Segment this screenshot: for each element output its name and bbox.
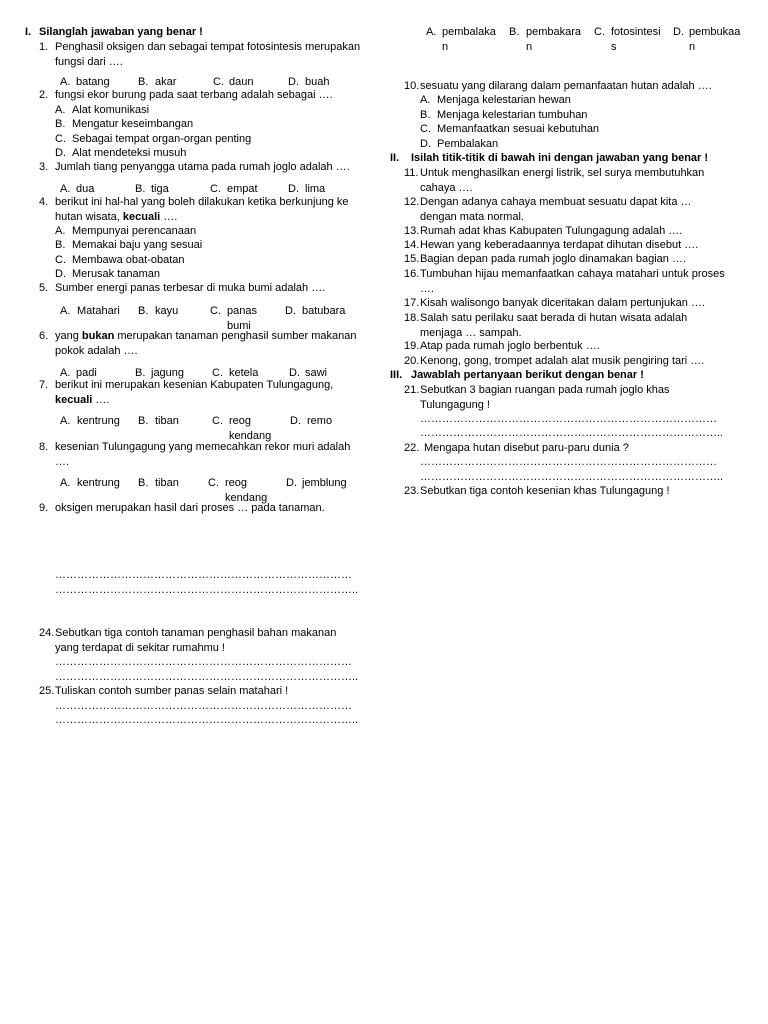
q25-answer-line-2[interactable]: ………………………………………………………………………..	[55, 714, 359, 726]
q20-text: Kenong, gong, trompet adalah alat musik pengiring tari ….	[420, 355, 705, 367]
q16-number: 16.	[404, 268, 420, 280]
q25-number: 25.	[39, 685, 55, 697]
q7-opt-b[interactable]: tiban	[155, 415, 179, 427]
q17-text: Kisah walisongo banyak diceritakan dalam pertunjukan ….	[420, 297, 705, 309]
q6-number: 6.	[39, 330, 49, 342]
q6-opt-b[interactable]: jagung	[151, 367, 185, 379]
q25-text: Tuliskan contoh sumber panas selain matahari !	[55, 685, 289, 697]
q7-opt-c-letter: C.	[212, 415, 223, 427]
section1-title: Silanglah jawaban yang benar !	[39, 26, 203, 38]
q8-opt-d[interactable]: jemblung	[302, 477, 347, 489]
section2-roman: II.	[390, 152, 400, 164]
q8-text: kesenian Tulungagung yang memecahkan rekor muri adalah ….	[55, 441, 351, 468]
q5-opt-a-letter: A.	[60, 305, 71, 317]
q8-opt-b[interactable]: tiban	[155, 477, 179, 489]
q21-answer-line-1[interactable]: ………………………………………………………………………	[420, 413, 717, 425]
q9-opt-a[interactable]: pembalakan	[442, 26, 496, 53]
q4-opt-c[interactable]: Membawa obat-obatan	[72, 254, 185, 266]
q22-text: Mengapa hutan disebut paru-paru dunia ?	[424, 442, 629, 454]
q3-text: Jumlah tiang penyangga utama pada rumah joglo adalah ….	[55, 161, 350, 173]
q6-opt-d[interactable]: sawi	[305, 367, 328, 379]
q8-opt-c-letter: C.	[208, 477, 219, 489]
q12-text: Dengan adanya cahaya membuat sesuatu dapat kita … dengan mata normal.	[420, 196, 692, 223]
q3-opt-d[interactable]: lima	[305, 183, 326, 195]
q12-number: 12.	[404, 196, 420, 208]
q10-opt-a-letter: A.	[420, 94, 431, 106]
q10-opt-b[interactable]: Menjaga kelestarian tumbuhan	[437, 109, 588, 121]
q18-number: 18.	[404, 312, 420, 324]
q7-opt-d-letter: D.	[290, 415, 301, 427]
q7-kecuali: kecuali	[55, 393, 93, 406]
q3-number: 3.	[39, 161, 49, 173]
q24-number: 24.	[39, 627, 55, 639]
q5-opt-c-letter: C.	[210, 305, 221, 317]
q3-opt-b[interactable]: tiga	[151, 183, 169, 195]
q5-opt-d-letter: D.	[285, 305, 296, 317]
section3-title: Jawablah pertanyaan berikut dengan benar !	[411, 369, 644, 381]
q23-number: 23.	[404, 485, 420, 497]
q6-opt-c[interactable]: ketela	[229, 367, 259, 379]
q9-opt-d-letter: D.	[673, 26, 684, 38]
q7-opt-b-letter: B.	[138, 415, 149, 427]
q2-opt-b[interactable]: Mengatur keseimbangan	[72, 118, 194, 130]
q25-answer-line-1[interactable]: ………………………………………………………………………	[55, 700, 352, 712]
q2-opt-b-letter: B.	[55, 118, 66, 130]
q6-text: yang bukan merupakan tanaman penghasil sumber makanan pokok adalah ….	[55, 330, 357, 357]
q10-opt-c-letter: C.	[420, 123, 431, 135]
q23-text: Sebutkan tiga contoh kesenian khas Tulungagung !	[420, 485, 670, 497]
q3-opt-a-letter: A.	[60, 183, 71, 195]
q9-opt-b[interactable]: pembakaran	[526, 26, 582, 53]
q8-opt-d-letter: D.	[286, 477, 297, 489]
q14-text: Hewan yang keberadaannya terdapat dihutan disebut ….	[420, 239, 699, 251]
q1-opt-a-letter: A.	[60, 76, 71, 88]
q24-answer-line-2[interactable]: ………………………………………………………………………..	[55, 671, 359, 683]
q9-opt-d[interactable]: pembukaan	[689, 26, 741, 53]
section3-roman: III.	[390, 369, 403, 381]
q2-opt-d-letter: D.	[55, 147, 66, 159]
q7-opt-c[interactable]: reog kendang	[229, 415, 272, 442]
q16-text: Tumbuhan hijau memanfaatkan cahaya matahari untuk proses ….	[420, 268, 725, 295]
q6-bukan: bukan	[81, 330, 115, 342]
q10-text: sesuatu yang dilarang dalam pemanfaatan hutan adalah ….	[420, 80, 712, 92]
q22-number: 22.	[404, 442, 420, 454]
q3-opt-a[interactable]: dua	[76, 183, 95, 195]
q6-opt-c-letter: C.	[212, 367, 223, 379]
q1-opt-d-letter: D.	[288, 76, 299, 88]
q8-opt-a[interactable]: kentrung	[77, 477, 120, 489]
q20-number: 20.	[404, 355, 420, 367]
q10-opt-d[interactable]: Pembalakan	[437, 138, 499, 150]
q3-opt-d-letter: D.	[288, 183, 299, 195]
q1-opt-d[interactable]: buah	[305, 76, 330, 88]
q15-text: Bagian depan pada rumah joglo dinamakan bagian ….	[420, 253, 687, 265]
q21-number: 21.	[404, 384, 420, 396]
q2-opt-c-letter: C.	[55, 133, 66, 145]
q9-number: 9.	[39, 502, 49, 514]
q4-opt-c-letter: C.	[55, 254, 66, 266]
q3-opt-c-letter: C.	[210, 183, 221, 195]
q1-opt-b-letter: B.	[138, 76, 149, 88]
q5-text: Sumber energi panas terbesar di muka bumi adalah ….	[55, 282, 326, 294]
q4-kecuali: kecuali	[122, 210, 161, 223]
q19-number: 19.	[404, 340, 420, 352]
q5-opt-b[interactable]: kayu	[155, 305, 179, 317]
q9-opt-c[interactable]: fotosintesis	[611, 26, 661, 53]
q9-opt-b-letter: B.	[509, 26, 520, 38]
q7-text: berikut ini merupakan kesenian Kabupaten Tulungagung, kecuali ….	[55, 379, 334, 406]
q1-opt-b[interactable]: akar	[155, 76, 177, 88]
q3-opt-c[interactable]: empat	[227, 183, 258, 195]
q6-opt-a-letter: A.	[60, 367, 71, 379]
q4-number: 4.	[39, 196, 49, 208]
q10-opt-b-letter: B.	[420, 109, 431, 121]
q18-text: Salah satu perilaku saat berada di hutan wisata adalah menjaga … sampah.	[420, 312, 688, 339]
q19-text: Atap pada rumah joglo berbentuk ….	[420, 340, 600, 352]
q5-opt-d[interactable]: batubara	[302, 305, 346, 317]
q13-number: 13.	[404, 225, 420, 237]
q5-opt-c[interactable]: panas bumi	[227, 305, 257, 332]
q24-text: Sebutkan tiga contoh tanaman penghasil bahan makanan yang terdapat di sekitar rumahmu !	[55, 627, 337, 654]
q4-text: berikut ini hal-hal yang boleh dilakukan ketika berkunjung ke hutan wisata, kecuali ….	[55, 196, 349, 223]
q10-opt-d-letter: D.	[420, 138, 431, 150]
q2-opt-a[interactable]: Alat komunikasi	[72, 104, 150, 116]
q22-answer-line-1[interactable]: ………………………………………………………………………	[420, 456, 717, 468]
q8-opt-b-letter: B.	[138, 477, 149, 489]
q7-opt-a[interactable]: kentrung	[77, 415, 120, 427]
q11-text: Untuk menghasilkan energi listrik, sel surya membutuhkan cahaya ….	[420, 167, 705, 194]
section1-roman: I.	[25, 26, 32, 38]
q8-opt-c[interactable]: reog kendang	[225, 477, 268, 504]
q8-number: 8.	[39, 441, 49, 453]
q13-text: Rumah adat khas Kabupaten Tulungagung adalah ….	[420, 225, 683, 237]
q11-number: 11.	[404, 167, 419, 179]
q1-text: Penghasil oksigen dan sebagai tempat fotosintesis merupakan fungsi dari ….	[55, 41, 361, 68]
q2-opt-d[interactable]: Alat mendeteksi musuh	[72, 147, 187, 159]
q5-opt-a[interactable]: Matahari	[77, 305, 120, 317]
q4-opt-d[interactable]: Merusak tanaman	[72, 268, 161, 280]
q15-number: 15.	[404, 253, 420, 265]
q4-opt-a[interactable]: Mempunyai perencanaan	[72, 225, 197, 237]
q2-opt-c[interactable]: Sebagai tempat organ-organ penting	[72, 133, 252, 145]
answer-dots-line[interactable]: ………………………………………………………………………..	[55, 584, 359, 596]
q14-number: 14.	[404, 239, 420, 251]
q2-text: fungsi ekor burung pada saat terbang adalah sebagai ….	[55, 89, 333, 101]
q9-text: oksigen merupakan hasil dari proses … pada tanaman.	[55, 502, 325, 514]
answer-dots-line[interactable]: ………………………………………………………………………	[55, 569, 352, 581]
q4-opt-b[interactable]: Memakai baju yang sesuai	[72, 239, 203, 251]
q7-number: 7.	[39, 379, 49, 391]
q22-answer-line-2[interactable]: ………………………………………………………………………..	[420, 471, 724, 483]
q5-number: 5.	[39, 282, 49, 294]
section2-title: Isilah titik-titik di bawah ini dengan jawaban yang benar !	[411, 152, 709, 164]
q4-opt-b-letter: B.	[55, 239, 66, 251]
q2-number: 2.	[39, 89, 49, 101]
q4-opt-a-letter: A.	[55, 225, 66, 237]
q21-text: Sebutkan 3 bagian ruangan pada rumah joglo khas Tulungagung !	[420, 384, 670, 411]
q2-opt-a-letter: A.	[55, 104, 66, 116]
q1-opt-c[interactable]: daun	[229, 76, 254, 88]
q1-opt-a[interactable]: batang	[76, 76, 110, 88]
q17-number: 17.	[404, 297, 420, 309]
q6-opt-b-letter: B.	[135, 367, 146, 379]
q3-opt-b-letter: B.	[135, 183, 146, 195]
q8-opt-a-letter: A.	[60, 477, 71, 489]
q5-opt-b-letter: B.	[138, 305, 149, 317]
q7-opt-a-letter: A.	[60, 415, 71, 427]
q21-answer-line-2[interactable]: ………………………………………………………………………..	[420, 427, 724, 439]
q10-opt-c[interactable]: Memanfaatkan sesuai kebutuhan	[437, 123, 600, 135]
q10-opt-a[interactable]: Menjaga kelestarian hewan	[437, 94, 571, 106]
q9-opt-a-letter: A.	[426, 26, 437, 38]
q6-opt-a[interactable]: padi	[76, 367, 97, 379]
q24-answer-line-1[interactable]: ………………………………………………………………………	[55, 656, 352, 668]
q1-number: 1.	[39, 41, 49, 53]
q4-opt-d-letter: D.	[55, 268, 66, 280]
q6-opt-d-letter: D.	[289, 367, 300, 379]
q1-opt-c-letter: C.	[213, 76, 224, 88]
q10-number: 10.	[404, 80, 420, 92]
q7-opt-d[interactable]: remo	[307, 415, 333, 427]
q9-opt-c-letter: C.	[594, 26, 605, 38]
